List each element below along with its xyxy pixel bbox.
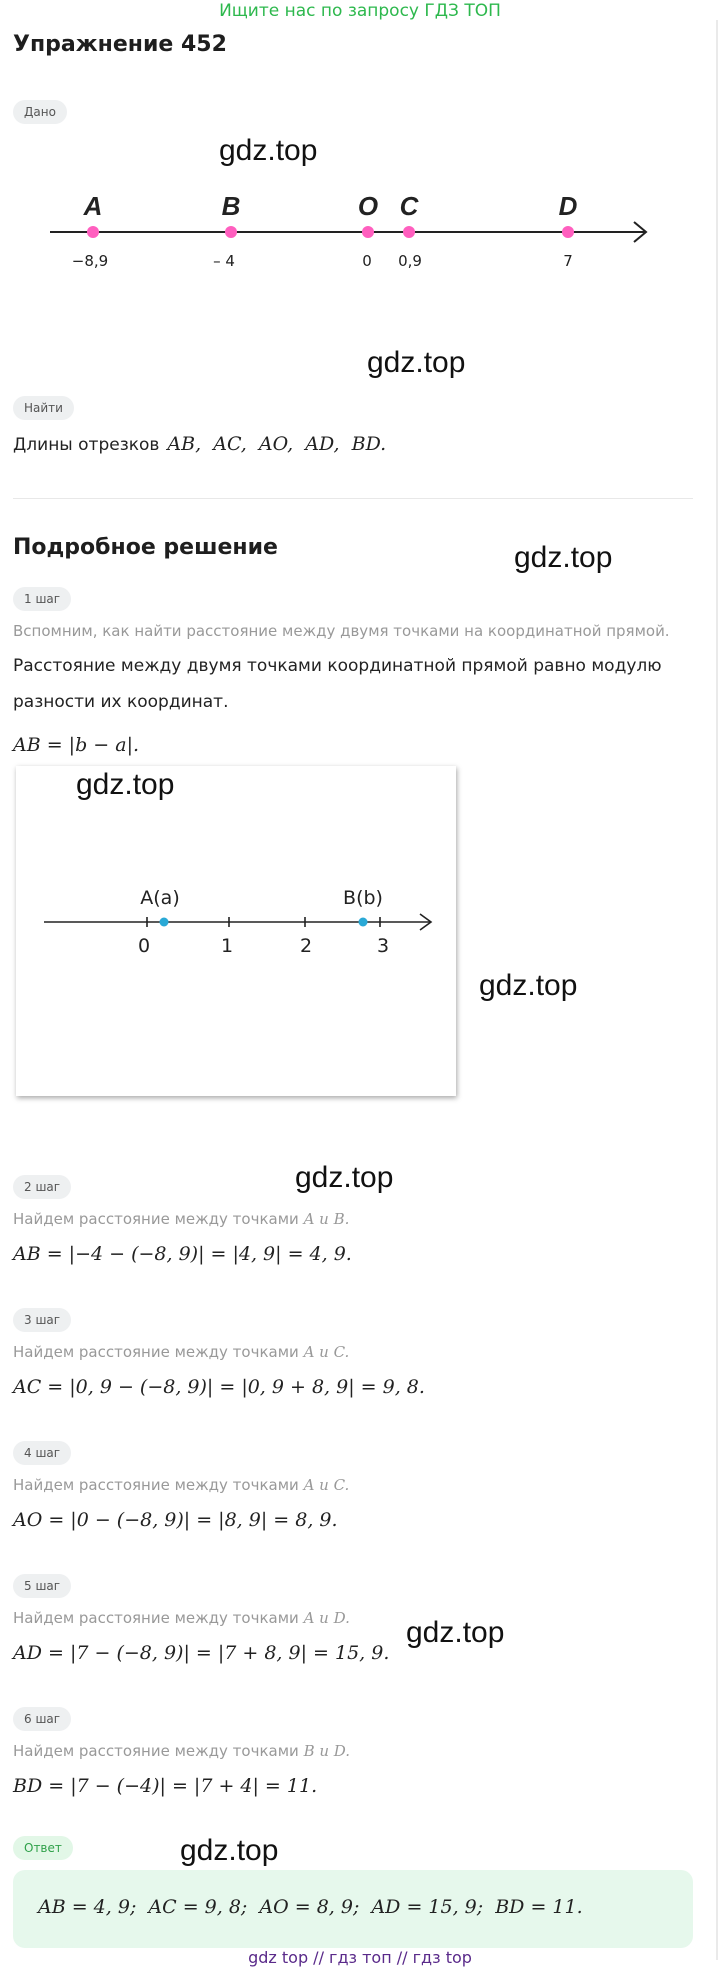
step-6-badge: 6 шаг <box>13 1707 71 1731</box>
step-1-hint: Вспомним, как найти расстояние между двумя точками на координатной прямой. <box>13 622 670 640</box>
given-badge: Дано <box>13 100 67 124</box>
find-text: Длины отрезков <box>13 435 160 455</box>
tick-label-1: 1 <box>220 935 234 957</box>
point-o <box>358 191 378 270</box>
tick-label-0: 0 <box>137 935 151 957</box>
section-title: Подробное решение <box>13 535 278 560</box>
watermark: gdz.top <box>514 541 613 574</box>
point-b <box>213 191 240 270</box>
divider <box>13 498 693 499</box>
step-6-hint: Найдем расстояние между точками B и D. <box>13 1742 351 1760</box>
step-3-formula: AC = |0, 9 − (−8, 9)| = |0, 9 + 8, 9| = 9, 8. <box>13 1376 425 1398</box>
point-c-letter: C <box>399 191 419 221</box>
step-1-formula: AB = |b − a|. <box>13 734 140 756</box>
point-b-value: – 4 <box>213 252 235 270</box>
search-banner[interactable]: Ищите нас по запросу ГДЗ ТОП <box>219 1 501 21</box>
point-d-value: 7 <box>563 252 573 270</box>
find-badge: Найти <box>13 396 74 420</box>
step-1-badge: 1 шаг <box>13 587 71 611</box>
step-5-badge: 5 шаг <box>13 1574 71 1598</box>
step-2-formula: AB = |−4 − (−8, 9)| = |4, 9| = 4, 9. <box>13 1243 352 1265</box>
point-d <box>559 191 578 270</box>
point-a-dot <box>160 918 169 927</box>
find-statement <box>13 433 386 455</box>
step-6-formula: BD = |7 − (−4)| = |7 + 4| = 11. <box>13 1775 318 1797</box>
step-4-badge: 4 шаг <box>13 1441 71 1465</box>
watermark: gdz.top <box>367 346 466 379</box>
watermark: gdz.top <box>406 1616 505 1649</box>
point-b-letter: B <box>221 191 241 221</box>
watermark: gdz.top <box>479 969 578 1002</box>
point-a <box>72 191 108 270</box>
number-line-illustration <box>16 870 456 970</box>
point-o-letter: O <box>357 191 379 221</box>
page-scroll-edge <box>716 20 718 1960</box>
step-1-text-line2: разности их координат. <box>13 692 229 712</box>
tick-label-2: 2 <box>299 935 313 957</box>
step-2-hint: Найдем расстояние между точками A и B. <box>13 1210 350 1228</box>
step-4-hint: Найдем расстояние между точками A и C. <box>13 1476 350 1494</box>
watermark: gdz.top <box>76 768 175 801</box>
step-4-formula: AO = |0 − (−8, 9)| = |8, 9| = 8, 9. <box>13 1509 338 1531</box>
point-c <box>398 191 422 270</box>
point-b-dot <box>359 918 368 927</box>
number-line-given <box>40 180 660 280</box>
tick-label-3: 3 <box>376 935 390 957</box>
step-2-badge: 2 шаг <box>13 1175 71 1199</box>
step-1-text-line1: Расстояние между двумя точками координатной прямой равно модулю <box>13 656 662 676</box>
page-title: Упражнение 452 <box>13 32 227 57</box>
step-5-formula: AD = |7 − (−8, 9)| = |7 + 8, 9| = 15, 9. <box>13 1642 390 1664</box>
footer-links[interactable]: gdz top // гдз топ // гдз top <box>248 1948 472 1967</box>
watermark: gdz.top <box>180 1834 279 1867</box>
point-a-label: A(a) <box>140 887 180 909</box>
point-a-value: −8,9 <box>71 252 109 270</box>
watermark: gdz.top <box>219 134 318 167</box>
watermark: gdz.top <box>295 1161 394 1194</box>
point-b-label: B(b) <box>343 887 383 909</box>
find-math: AB, AC, AO, AD, BD. <box>167 433 387 455</box>
answer-formula: AB = 4, 9; AC = 9, 8; AO = 8, 9; AD = 15, 9; BD = 11. <box>38 1896 583 1918</box>
answer-badge: Ответ <box>13 1836 73 1860</box>
point-d-letter: D <box>558 191 578 221</box>
step-3-hint: Найдем расстояние между точками A и C. <box>13 1343 350 1361</box>
point-c-value: 0,9 <box>398 252 422 270</box>
step-3-badge: 3 шаг <box>13 1308 71 1332</box>
step-5-hint: Найдем расстояние между точками A и D. <box>13 1609 350 1627</box>
point-a-letter: A <box>83 191 103 221</box>
point-o-value: 0 <box>362 252 372 270</box>
